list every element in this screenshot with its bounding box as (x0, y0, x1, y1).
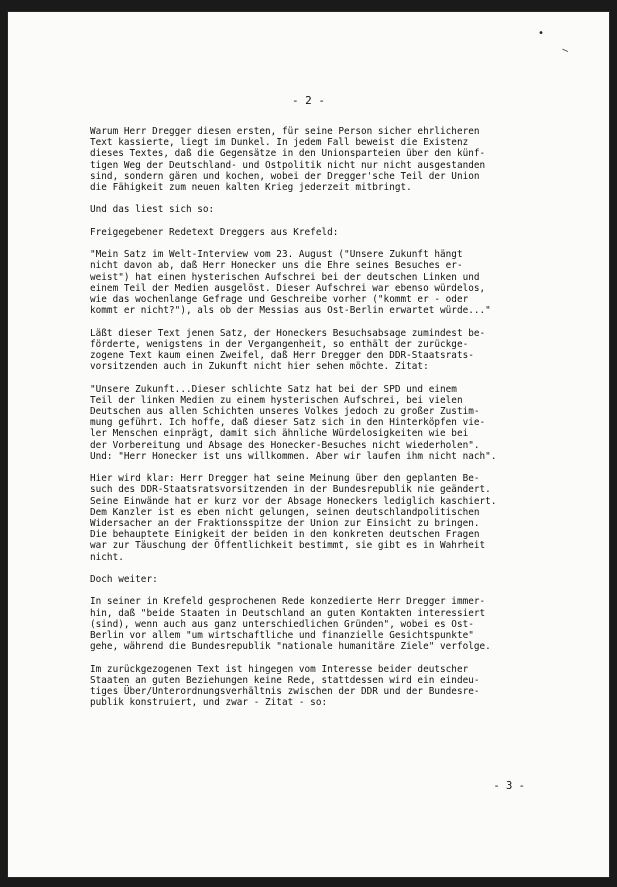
text-line: publik konstruiert, und zwar - Zitat - so: (90, 697, 328, 709)
text-line: In seiner in Krefeld gesprochenen Rede konzedierte Herr Dregger immer- (90, 596, 486, 608)
paragraph (90, 227, 590, 238)
text-line: hin, daß "beide Staaten in Deutschland an guten Kontakten interessiert (90, 607, 486, 619)
text-line: tiges Über/Unterordnungsverhältnis zwischen der DDR und der Bundesre- (90, 686, 480, 698)
text-line: Doch weiter: (90, 574, 158, 586)
text-line: Dem Kanzler ist es eben nicht gelungen, seinen deutschlandpolitischen (90, 506, 480, 518)
text-line: förderte, wenigstens in der Vergangenheit, so enthält der zurückge- (90, 338, 469, 350)
scan-mark: • (538, 28, 545, 39)
text-line: Hier wird klar: Herr Dregger hat seine Meinung über den geplanten Be- (90, 473, 480, 485)
document-body (90, 126, 590, 720)
text-line: such des DDR-Staatsratsvorsitzenden in der Bundesrepublik nie geändert. (90, 484, 491, 496)
text-line: ler Menschen einprägt, damit sich ähnliche Würdelosigkeiten wie bei (90, 428, 469, 440)
text-line: Deutschen aus allen Schichten unseres Volkes jedoch zu großer Zustim- (90, 406, 480, 417)
paragraph (90, 249, 590, 316)
text-line: (sind), wenn auch aus ganz unterschiedlichen Gründen", wobei es Ost- (90, 618, 474, 630)
next-page-marker: - 3 - (493, 780, 525, 792)
paragraph (90, 473, 590, 563)
text-line: "Unsere Zukunft...Dieser schlichte Satz hat bei der SPD und einem (90, 383, 457, 395)
text-line: mung geführt. Ich hoffe, daß dieser Satz sich in den Hinterköpfen vie- (90, 417, 486, 429)
text-line: gehe, während die Bundesrepublik "nationale humanitäre Ziele" verfolge. (90, 641, 491, 653)
page-number: - 2 - (291, 94, 326, 107)
text-line: Und: "Herr Honecker ist uns willkommen. Aber wir laufen ihm nicht nach". (90, 450, 497, 462)
text-line: Und das liest sich so: (90, 204, 215, 216)
text-line: Text kassierte, liegt im Dunkel. In jedem Fall beweist die Existenz (90, 137, 469, 149)
scan-mark: — (559, 44, 571, 57)
text-line: der Vorbereitung und Absage des Honecker-Besuches nicht wiederholen". (90, 439, 480, 451)
text-line: sind, sondern gären und kochen, wobei der Dregger'sche Teil der Union (90, 170, 480, 182)
text-line: dieses Textes, daß die Gegensätze in den Unionsparteien über den künf- (90, 148, 486, 160)
text-line: war zur Täuschung der Öffentlichkeit bestimmt, sie gibt es in Wahrheit (90, 540, 486, 552)
text-line: kommt er nicht?"), als ob der Messias aus Ost-Berlin erwartet würde..." (90, 305, 491, 317)
text-line: Im zurückgezogenen Text ist hingegen vom Interesse beider deutscher (90, 663, 469, 675)
text-line: Staaten an guten Beziehungen keine Rede, stattdessen wird ein eindeu- (90, 674, 480, 686)
text-line: nicht. (90, 551, 124, 563)
paragraph (90, 574, 590, 585)
text-line: "Mein Satz im Welt-Interview vom 23. August ("Unsere Zukunft hängt (90, 249, 463, 261)
text-line: zogene Text kaum einen Zweifel, daß Herr Dregger den DDR-Staatsrats- (90, 350, 474, 361)
paragraph (90, 664, 590, 709)
text-line: die Fähigkeit zum neuen kalten Krieg jederzeit mitbringt. (90, 182, 412, 194)
text-line: wie das wochenlange Gefrage und Geschreibe vorher ("kommt er - oder (90, 294, 469, 305)
text-line: Berlin vor allem "um wirtschaftliche und finanzielle Gesichtspunkte" (90, 630, 474, 642)
paragraph (90, 204, 590, 215)
text-line: Läßt dieser Text jenen Satz, der Honeckers Besuchsabsage zumindest be- (90, 327, 486, 339)
text-line: Seine Einwände hat er kurz vor der Absage Honeckers lediglich kaschiert. (90, 495, 497, 507)
text-line: Die behauptete Einigkeit der beiden in den konkreten deutschen Fragen (90, 529, 480, 541)
text-line: nicht davon ab, daß Herr Honecker uns die Ehre seines Besuches er- (90, 260, 463, 272)
text-line: vorsitzenden auch in Zukunft nicht hier sehen möchte. Zitat: (90, 361, 429, 373)
paragraph (90, 596, 590, 652)
text-line: Warum Herr Dregger diesen ersten, für seine Person sicher ehrlicheren (90, 126, 480, 137)
text-line: weist") hat einen hysterischen Aufschrei bei der deutschen Linken und (90, 271, 480, 283)
text-line: Freigegebener Redetext Dreggers aus Krefeld: (90, 226, 339, 238)
paragraph (90, 328, 590, 373)
text-line: einem Teil der Medien ausgelöst. Dieser Aufschrei war ebenso würdelos, (90, 282, 486, 294)
paragraph (90, 384, 590, 462)
paragraph (90, 126, 590, 193)
text-line: Teil der linken Medien zu einem hysterischen Aufschrei, bei vielen (90, 394, 463, 406)
text-line: tigen Weg der Deutschland- und Ostpolitik nicht nur nicht ausgestanden (90, 159, 486, 171)
text-line: Widersacher an der Fraktionsspitze der Union zur Einsicht zu bringen. (90, 518, 480, 530)
